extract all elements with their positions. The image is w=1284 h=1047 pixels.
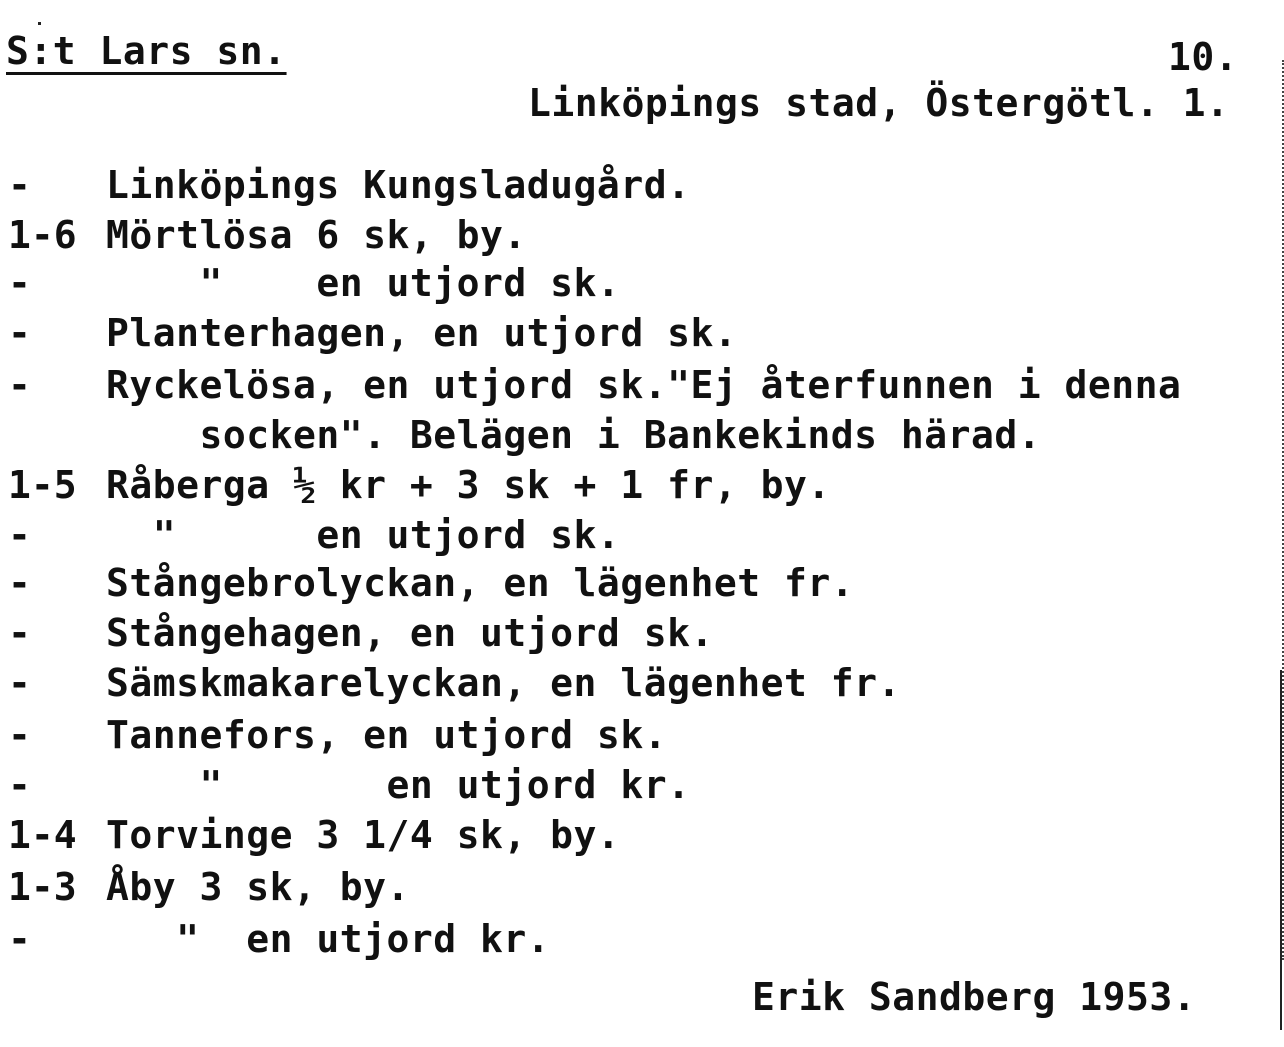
entry-number: - — [8, 611, 31, 655]
entry-text: Linköpings Kungsladugård. — [106, 163, 691, 207]
entry-text: Åby 3 sk, by. — [106, 865, 410, 909]
signature: Erik Sandberg 1953. — [752, 975, 1197, 1019]
entry-number: 1-4 — [8, 813, 77, 857]
speck — [38, 22, 41, 25]
entry-number: - — [8, 917, 31, 961]
entry-text: " en utjord kr. — [106, 917, 551, 961]
entry-number: 1-6 — [8, 213, 77, 257]
district-line: Linköpings stad, Östergötl. 1. — [528, 81, 1230, 125]
entry-number: 1-3 — [8, 865, 77, 909]
entry-text: Stångebrolyckan, en lägenhet fr. — [106, 561, 855, 605]
entry-text: Tannefors, en utjord sk. — [106, 713, 668, 757]
entry-number: - — [8, 163, 31, 207]
entry-text: " en utjord kr. — [106, 763, 691, 807]
card-number: 10. — [1168, 35, 1239, 79]
entry-number: 1-5 — [8, 463, 77, 507]
parish-title: S:t Lars sn. — [6, 29, 287, 73]
entry-text: " en utjord sk. — [106, 513, 621, 557]
entry-number: - — [8, 363, 31, 407]
card-edge-line — [1280, 670, 1282, 1030]
entry-number: - — [8, 561, 31, 605]
entry-number: - — [8, 513, 31, 557]
entry-number: - — [8, 713, 31, 757]
entry-number: - — [8, 763, 31, 807]
entry-text: Sämskmakarelyckan, en lägenhet fr. — [106, 661, 901, 705]
entry-number: - — [8, 311, 31, 355]
entry-text: Mörtlösa 6 sk, by. — [106, 213, 527, 257]
entry-number: - — [8, 261, 31, 305]
entry-text: Råberga ½ kr + 3 sk + 1 fr, by. — [106, 463, 831, 507]
entry-text: Ryckelösa, en utjord sk."Ej återfunnen i denna — [106, 363, 1182, 407]
entry-text: Torvinge 3 1/4 sk, by. — [106, 813, 621, 857]
entry-text: Stångehagen, en utjord sk. — [106, 611, 714, 655]
entry-text: socken". Belägen i Bankekinds härad. — [106, 413, 1042, 457]
entry-text: Planterhagen, en utjord sk. — [106, 311, 738, 355]
entry-text: " en utjord sk. — [106, 261, 621, 305]
entry-number: - — [8, 661, 31, 705]
